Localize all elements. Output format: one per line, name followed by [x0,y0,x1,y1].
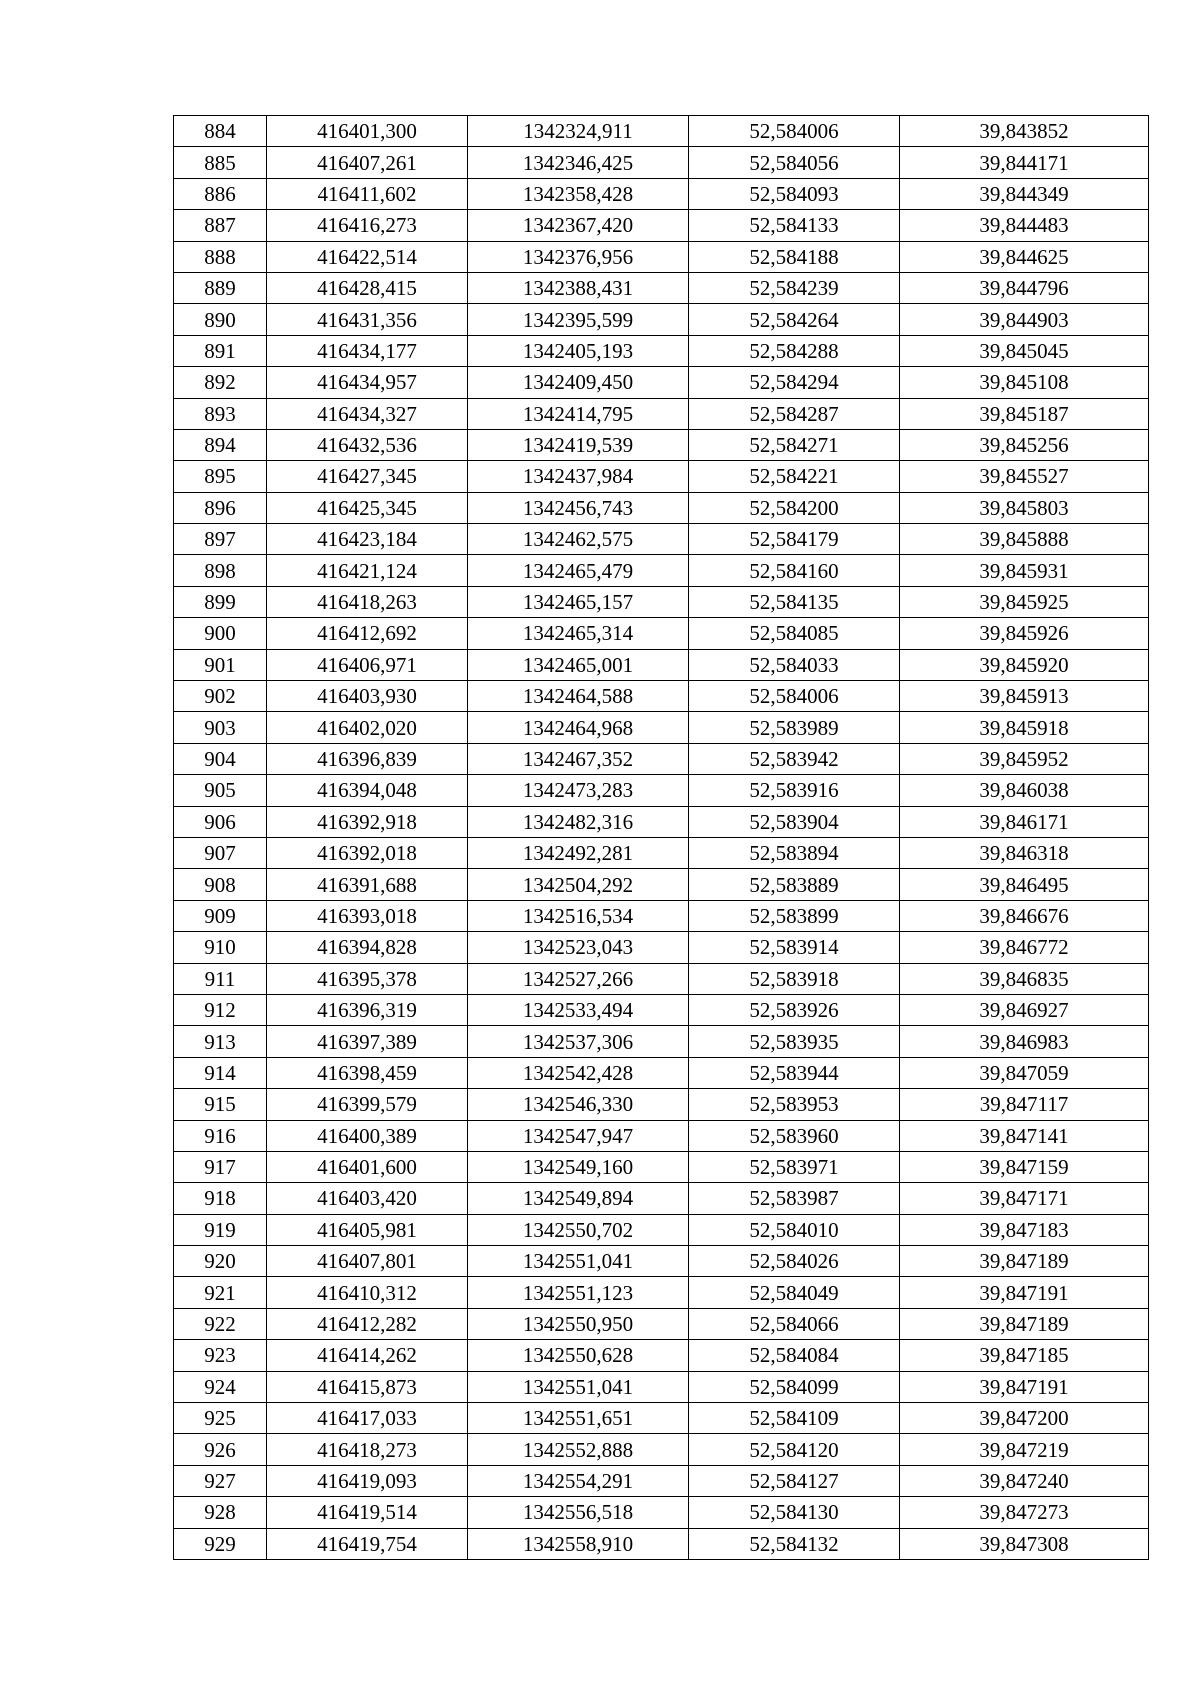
x-coordinate-cell: 416412,692 [267,618,468,649]
y-coordinate-cell: 1342346,425 [468,147,689,178]
point-number-cell: 894 [174,429,267,460]
x-coordinate-cell: 416417,033 [267,1403,468,1434]
table-row [174,837,1149,868]
latitude-cell: 52,584287 [689,398,900,429]
longitude-cell: 39,845918 [900,712,1149,743]
x-coordinate-cell: 416397,389 [267,1026,468,1057]
latitude-cell: 52,584188 [689,241,900,272]
latitude-cell: 52,584120 [689,1434,900,1465]
x-coordinate-cell: 416416,273 [267,210,468,241]
point-number-cell: 884 [174,116,267,147]
x-coordinate-cell: 416425,345 [267,492,468,523]
y-coordinate-cell: 1342324,911 [468,116,689,147]
longitude-cell: 39,844903 [900,304,1149,335]
y-coordinate-cell: 1342462,575 [468,524,689,555]
x-coordinate-cell: 416402,020 [267,712,468,743]
latitude-cell: 52,584066 [689,1308,900,1339]
longitude-cell: 39,844171 [900,147,1149,178]
latitude-cell: 52,584127 [689,1465,900,1496]
table-row [174,1340,1149,1371]
table-row [174,963,1149,994]
x-coordinate-cell: 416401,600 [267,1151,468,1182]
longitude-cell: 39,846676 [900,900,1149,931]
table-row [174,1246,1149,1277]
table-row [174,1089,1149,1120]
point-number-cell: 912 [174,994,267,1025]
longitude-cell: 39,846927 [900,994,1149,1025]
point-number-cell: 903 [174,712,267,743]
point-number-cell: 901 [174,649,267,680]
longitude-cell: 39,845888 [900,524,1149,555]
table-row [174,241,1149,272]
point-number-cell: 886 [174,178,267,209]
longitude-cell: 39,846983 [900,1026,1149,1057]
table-row [174,1057,1149,1088]
table-row [174,586,1149,617]
x-coordinate-cell: 416427,345 [267,461,468,492]
latitude-cell: 52,584264 [689,304,900,335]
table-row [174,649,1149,680]
latitude-cell: 52,584133 [689,210,900,241]
table-row [174,116,1149,147]
point-number-cell: 922 [174,1308,267,1339]
point-number-cell: 887 [174,210,267,241]
coordinates-table-body [174,116,1149,1560]
latitude-cell: 52,583894 [689,837,900,868]
latitude-cell: 52,583926 [689,994,900,1025]
y-coordinate-cell: 1342527,266 [468,963,689,994]
longitude-cell: 39,846772 [900,932,1149,963]
x-coordinate-cell: 416398,459 [267,1057,468,1088]
point-number-cell: 900 [174,618,267,649]
x-coordinate-cell: 416432,536 [267,429,468,460]
point-number-cell: 918 [174,1183,267,1214]
x-coordinate-cell: 416396,839 [267,743,468,774]
table-row [174,932,1149,963]
x-coordinate-cell: 416428,415 [267,272,468,303]
longitude-cell: 39,845913 [900,681,1149,712]
latitude-cell: 52,584049 [689,1277,900,1308]
y-coordinate-cell: 1342464,968 [468,712,689,743]
table-row [174,712,1149,743]
point-number-cell: 904 [174,743,267,774]
latitude-cell: 52,584160 [689,555,900,586]
table-row [174,524,1149,555]
point-number-cell: 885 [174,147,267,178]
y-coordinate-cell: 1342551,041 [468,1371,689,1402]
longitude-cell: 39,847141 [900,1120,1149,1151]
point-number-cell: 907 [174,837,267,868]
table-row [174,681,1149,712]
longitude-cell: 39,845108 [900,367,1149,398]
x-coordinate-cell: 416391,688 [267,869,468,900]
point-number-cell: 890 [174,304,267,335]
table-row [174,1277,1149,1308]
latitude-cell: 52,583889 [689,869,900,900]
longitude-cell: 39,847059 [900,1057,1149,1088]
latitude-cell: 52,584093 [689,178,900,209]
longitude-cell: 39,845256 [900,429,1149,460]
point-number-cell: 929 [174,1528,267,1559]
table-row [174,1528,1149,1559]
x-coordinate-cell: 416401,300 [267,116,468,147]
y-coordinate-cell: 1342549,894 [468,1183,689,1214]
table-row [174,147,1149,178]
y-coordinate-cell: 1342419,539 [468,429,689,460]
table-row [174,806,1149,837]
point-number-cell: 911 [174,963,267,994]
latitude-cell: 52,584084 [689,1340,900,1371]
longitude-cell: 39,845931 [900,555,1149,586]
point-number-cell: 905 [174,775,267,806]
latitude-cell: 52,584130 [689,1497,900,1528]
latitude-cell: 52,584033 [689,649,900,680]
x-coordinate-cell: 416403,930 [267,681,468,712]
x-coordinate-cell: 416434,327 [267,398,468,429]
table-row [174,1214,1149,1245]
longitude-cell: 39,847308 [900,1528,1149,1559]
table-row [174,1497,1149,1528]
longitude-cell: 39,844625 [900,241,1149,272]
y-coordinate-cell: 1342552,888 [468,1434,689,1465]
y-coordinate-cell: 1342533,494 [468,994,689,1025]
x-coordinate-cell: 416394,048 [267,775,468,806]
table-row [174,210,1149,241]
longitude-cell: 39,846171 [900,806,1149,837]
point-number-cell: 896 [174,492,267,523]
x-coordinate-cell: 416421,124 [267,555,468,586]
table-row [174,178,1149,209]
latitude-cell: 52,584109 [689,1403,900,1434]
y-coordinate-cell: 1342465,314 [468,618,689,649]
x-coordinate-cell: 416393,018 [267,900,468,931]
longitude-cell: 39,847200 [900,1403,1149,1434]
point-number-cell: 919 [174,1214,267,1245]
table-row [174,1183,1149,1214]
longitude-cell: 39,845952 [900,743,1149,774]
table-row [174,492,1149,523]
point-number-cell: 893 [174,398,267,429]
x-coordinate-cell: 416412,282 [267,1308,468,1339]
table-row [174,618,1149,649]
point-number-cell: 898 [174,555,267,586]
table-row [174,1434,1149,1465]
y-coordinate-cell: 1342405,193 [468,335,689,366]
latitude-cell: 52,584099 [689,1371,900,1402]
y-coordinate-cell: 1342465,157 [468,586,689,617]
y-coordinate-cell: 1342549,160 [468,1151,689,1182]
longitude-cell: 39,847185 [900,1340,1149,1371]
longitude-cell: 39,847191 [900,1277,1149,1308]
longitude-cell: 39,845527 [900,461,1149,492]
point-number-cell: 924 [174,1371,267,1402]
y-coordinate-cell: 1342523,043 [468,932,689,963]
table-row [174,335,1149,366]
latitude-cell: 52,583914 [689,932,900,963]
point-number-cell: 910 [174,932,267,963]
latitude-cell: 52,583904 [689,806,900,837]
latitude-cell: 52,583953 [689,1089,900,1120]
x-coordinate-cell: 416418,273 [267,1434,468,1465]
y-coordinate-cell: 1342465,001 [468,649,689,680]
table-row [174,1403,1149,1434]
latitude-cell: 52,583944 [689,1057,900,1088]
table-row [174,869,1149,900]
y-coordinate-cell: 1342465,479 [468,555,689,586]
x-coordinate-cell: 416399,579 [267,1089,468,1120]
point-number-cell: 892 [174,367,267,398]
x-coordinate-cell: 416407,261 [267,147,468,178]
x-coordinate-cell: 416419,514 [267,1497,468,1528]
longitude-cell: 39,847191 [900,1371,1149,1402]
longitude-cell: 39,844349 [900,178,1149,209]
y-coordinate-cell: 1342550,628 [468,1340,689,1371]
x-coordinate-cell: 416403,420 [267,1183,468,1214]
y-coordinate-cell: 1342551,651 [468,1403,689,1434]
y-coordinate-cell: 1342492,281 [468,837,689,868]
point-number-cell: 899 [174,586,267,617]
point-number-cell: 891 [174,335,267,366]
latitude-cell: 52,584239 [689,272,900,303]
x-coordinate-cell: 416434,177 [267,335,468,366]
point-number-cell: 925 [174,1403,267,1434]
x-coordinate-cell: 416392,918 [267,806,468,837]
latitude-cell: 52,584010 [689,1214,900,1245]
longitude-cell: 39,844483 [900,210,1149,241]
y-coordinate-cell: 1342388,431 [468,272,689,303]
latitude-cell: 52,584006 [689,681,900,712]
latitude-cell: 52,584056 [689,147,900,178]
latitude-cell: 52,583987 [689,1183,900,1214]
latitude-cell: 52,584026 [689,1246,900,1277]
y-coordinate-cell: 1342546,330 [468,1089,689,1120]
point-number-cell: 916 [174,1120,267,1151]
x-coordinate-cell: 416411,602 [267,178,468,209]
point-number-cell: 895 [174,461,267,492]
x-coordinate-cell: 416415,873 [267,1371,468,1402]
x-coordinate-cell: 416395,378 [267,963,468,994]
latitude-cell: 52,583960 [689,1120,900,1151]
table-row [174,555,1149,586]
longitude-cell: 39,847240 [900,1465,1149,1496]
x-coordinate-cell: 416414,262 [267,1340,468,1371]
point-number-cell: 902 [174,681,267,712]
table-row [174,429,1149,460]
y-coordinate-cell: 1342376,956 [468,241,689,272]
x-coordinate-cell: 416405,981 [267,1214,468,1245]
y-coordinate-cell: 1342504,292 [468,869,689,900]
y-coordinate-cell: 1342473,283 [468,775,689,806]
x-coordinate-cell: 416392,018 [267,837,468,868]
y-coordinate-cell: 1342551,041 [468,1246,689,1277]
longitude-cell: 39,847171 [900,1183,1149,1214]
longitude-cell: 39,846495 [900,869,1149,900]
x-coordinate-cell: 416407,801 [267,1246,468,1277]
x-coordinate-cell: 416422,514 [267,241,468,272]
table-row [174,1026,1149,1057]
table-row [174,272,1149,303]
point-number-cell: 889 [174,272,267,303]
longitude-cell: 39,846038 [900,775,1149,806]
y-coordinate-cell: 1342551,123 [468,1277,689,1308]
x-coordinate-cell: 416418,263 [267,586,468,617]
table-row [174,367,1149,398]
y-coordinate-cell: 1342547,947 [468,1120,689,1151]
longitude-cell: 39,847273 [900,1497,1149,1528]
latitude-cell: 52,584200 [689,492,900,523]
table-row [174,1465,1149,1496]
point-number-cell: 914 [174,1057,267,1088]
y-coordinate-cell: 1342409,450 [468,367,689,398]
x-coordinate-cell: 416423,184 [267,524,468,555]
table-row [174,1308,1149,1339]
y-coordinate-cell: 1342367,420 [468,210,689,241]
point-number-cell: 920 [174,1246,267,1277]
point-number-cell: 908 [174,869,267,900]
point-number-cell: 897 [174,524,267,555]
longitude-cell: 39,844796 [900,272,1149,303]
longitude-cell: 39,845045 [900,335,1149,366]
point-number-cell: 921 [174,1277,267,1308]
x-coordinate-cell: 416410,312 [267,1277,468,1308]
point-number-cell: 906 [174,806,267,837]
latitude-cell: 52,583971 [689,1151,900,1182]
x-coordinate-cell: 416400,389 [267,1120,468,1151]
y-coordinate-cell: 1342358,428 [468,178,689,209]
latitude-cell: 52,584085 [689,618,900,649]
longitude-cell: 39,845803 [900,492,1149,523]
y-coordinate-cell: 1342482,316 [468,806,689,837]
x-coordinate-cell: 416406,971 [267,649,468,680]
point-number-cell: 923 [174,1340,267,1371]
table-row [174,994,1149,1025]
x-coordinate-cell: 416396,319 [267,994,468,1025]
table-row [174,1151,1149,1182]
y-coordinate-cell: 1342437,984 [468,461,689,492]
x-coordinate-cell: 416431,356 [267,304,468,335]
x-coordinate-cell: 416434,957 [267,367,468,398]
y-coordinate-cell: 1342558,910 [468,1528,689,1559]
point-number-cell: 909 [174,900,267,931]
latitude-cell: 52,584135 [689,586,900,617]
latitude-cell: 52,583942 [689,743,900,774]
table-row [174,900,1149,931]
point-number-cell: 915 [174,1089,267,1120]
latitude-cell: 52,583935 [689,1026,900,1057]
y-coordinate-cell: 1342554,291 [468,1465,689,1496]
y-coordinate-cell: 1342456,743 [468,492,689,523]
latitude-cell: 52,583916 [689,775,900,806]
y-coordinate-cell: 1342516,534 [468,900,689,931]
longitude-cell: 39,847159 [900,1151,1149,1182]
longitude-cell: 39,845926 [900,618,1149,649]
y-coordinate-cell: 1342414,795 [468,398,689,429]
longitude-cell: 39,847183 [900,1214,1149,1245]
longitude-cell: 39,846318 [900,837,1149,868]
longitude-cell: 39,847189 [900,1246,1149,1277]
point-number-cell: 928 [174,1497,267,1528]
x-coordinate-cell: 416394,828 [267,932,468,963]
y-coordinate-cell: 1342464,588 [468,681,689,712]
point-number-cell: 926 [174,1434,267,1465]
latitude-cell: 52,583899 [689,900,900,931]
longitude-cell: 39,843852 [900,116,1149,147]
table-row [174,1120,1149,1151]
x-coordinate-cell: 416419,754 [267,1528,468,1559]
longitude-cell: 39,846835 [900,963,1149,994]
longitude-cell: 39,845920 [900,649,1149,680]
table-row [174,743,1149,774]
point-number-cell: 913 [174,1026,267,1057]
longitude-cell: 39,845187 [900,398,1149,429]
latitude-cell: 52,584221 [689,461,900,492]
latitude-cell: 52,583989 [689,712,900,743]
table-row [174,1371,1149,1402]
latitude-cell: 52,584006 [689,116,900,147]
latitude-cell: 52,584271 [689,429,900,460]
x-coordinate-cell: 416419,093 [267,1465,468,1496]
y-coordinate-cell: 1342550,702 [468,1214,689,1245]
longitude-cell: 39,847189 [900,1308,1149,1339]
y-coordinate-cell: 1342467,352 [468,743,689,774]
y-coordinate-cell: 1342395,599 [468,304,689,335]
latitude-cell: 52,584179 [689,524,900,555]
coordinates-table [173,115,1149,1560]
point-number-cell: 927 [174,1465,267,1496]
y-coordinate-cell: 1342537,306 [468,1026,689,1057]
latitude-cell: 52,584288 [689,335,900,366]
table-row [174,461,1149,492]
longitude-cell: 39,845925 [900,586,1149,617]
y-coordinate-cell: 1342550,950 [468,1308,689,1339]
longitude-cell: 39,847117 [900,1089,1149,1120]
latitude-cell: 52,584132 [689,1528,900,1559]
table-row [174,304,1149,335]
y-coordinate-cell: 1342556,518 [468,1497,689,1528]
point-number-cell: 888 [174,241,267,272]
y-coordinate-cell: 1342542,428 [468,1057,689,1088]
table-row [174,775,1149,806]
point-number-cell: 917 [174,1151,267,1182]
latitude-cell: 52,584294 [689,367,900,398]
latitude-cell: 52,583918 [689,963,900,994]
table-row [174,398,1149,429]
longitude-cell: 39,847219 [900,1434,1149,1465]
